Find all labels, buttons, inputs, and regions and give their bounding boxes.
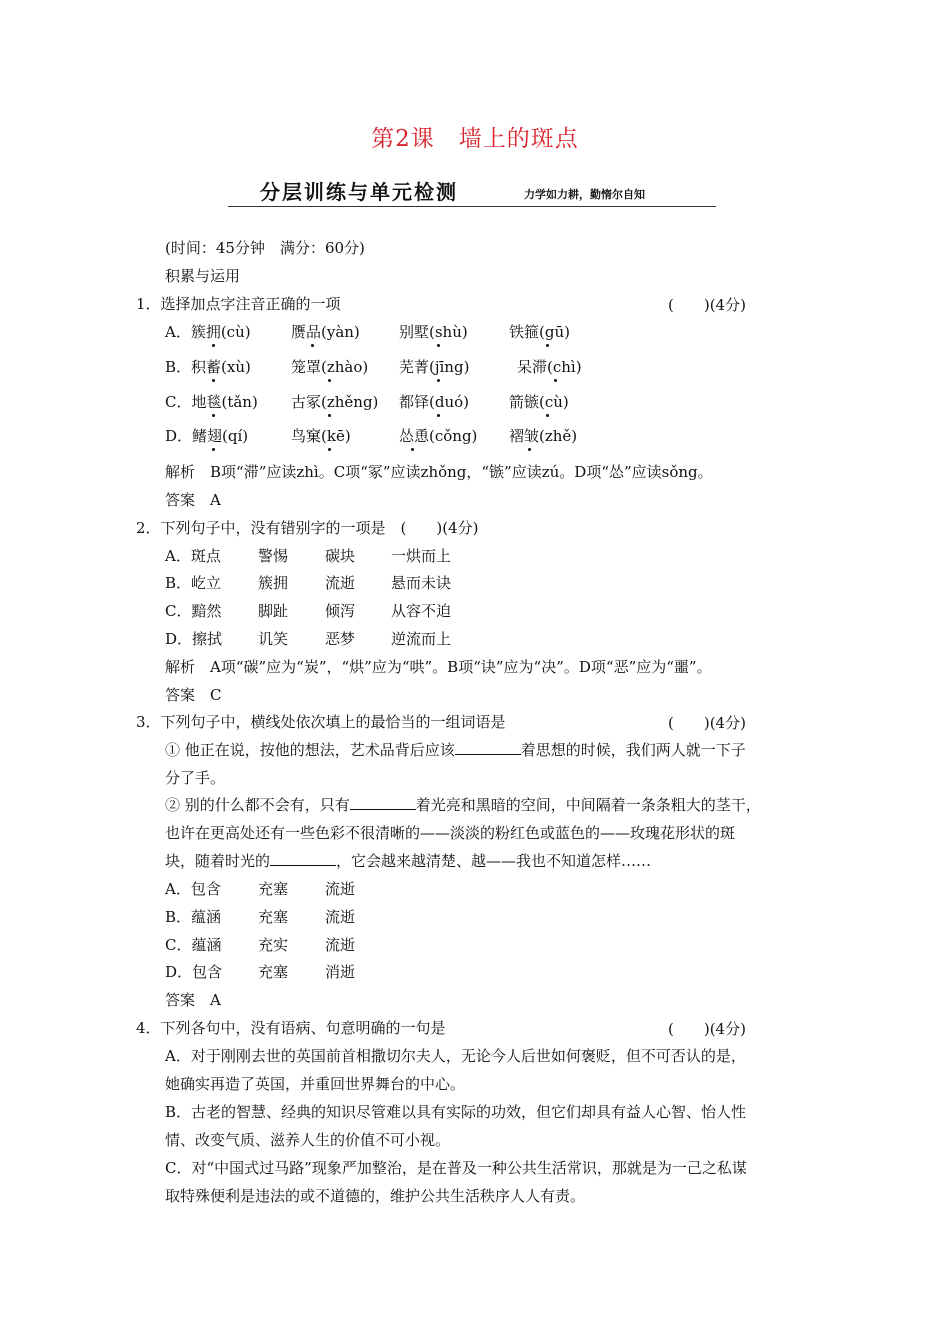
q1-d-word-2: 鸟窠(kē) (291, 427, 351, 445)
q4-option-c: C．对“中国式过马路”现象严加整治，是在普及一种公共生活常识，那就是为一己之私谋 (165, 1159, 747, 1177)
q2-a-word-3: 碳块 (325, 547, 356, 565)
q2-a-word-4: 一烘而上 (391, 547, 452, 565)
section-heading: 积累与运用 (165, 267, 241, 285)
fill-blank (270, 851, 336, 866)
emphasis-dot (212, 414, 215, 417)
q3-d-word-3: 消逝 (325, 963, 356, 981)
q1-analysis: 解析 B项“滞”应读zhì。C项“冢”应读zhǒng，“镞”应读zú。D项“怂”应读sǒng。 (165, 463, 713, 481)
q2-d-word-4: 逆流而上 (391, 630, 452, 648)
banner-motto: 力学如力耕，勤惰尔自知 (524, 188, 645, 201)
q3-b-word-3: 流逝 (325, 908, 356, 926)
q4-option-a: A．对于刚刚去世的英国前首相撒切尔夫人，无论今人后世如何褒贬，但不可否认的是， (165, 1047, 746, 1065)
q3-sentence-2-cont: 也许在更高处还有一些色彩不很清晰的——淡淡的粉红色或蓝色的——玫瑰花形状的斑 (165, 824, 736, 842)
q3-a-word-3: 流逝 (325, 880, 356, 898)
q1-b-word-4: 呆滞(chì) (517, 358, 582, 376)
emphasis-dot (328, 448, 331, 451)
q1-d-word-1: D．鳍翅(qí) (165, 427, 249, 445)
fill-blank (350, 795, 416, 810)
emphasis-dot (311, 344, 314, 347)
q3-c-word-3: 流逝 (325, 936, 356, 954)
q2-a-word-1: A．斑点 (165, 547, 221, 565)
q1-a-word-1: A．簇拥(cù) (165, 323, 251, 341)
q1-c-word-3: 都铎(duó) (399, 393, 469, 411)
q3-d-word-1: D．包含 (165, 963, 223, 981)
q3-s1-part-b: 着思想的时候，我们两人就一下子 (520, 741, 746, 759)
q3-s2-part-e: ，它会越来越清楚、越——我也不知道怎样…… (336, 852, 652, 870)
q3-stem: 3．下列句子中，横线处依次填上的最恰当的一组词语是 (136, 713, 506, 731)
emphasis-dot (212, 448, 215, 451)
emphasis-dot (328, 379, 331, 382)
emphasis-dot (437, 414, 440, 417)
emphasis-dot (528, 448, 531, 451)
banner-title: 分层训练与单元检测 (260, 180, 458, 204)
q3-a-word-1: A．包含 (165, 880, 221, 898)
q2-analysis: 解析 A项“碳”应为“炭”，“烘”应为“哄”。B项“诀”应为“决”。D项“恶”应为“噩”。 (165, 658, 712, 676)
q1-a-word-4: 铁箍(gū) (509, 323, 570, 341)
q3-c-word-1: C．蕴涵 (165, 936, 222, 954)
q3-s1-part-a: ① 他正在说，按他的想法，艺术品背后应该 (165, 741, 455, 759)
time-score: (时间：45分钟 满分：60分) (165, 239, 365, 257)
emphasis-dot (328, 414, 331, 417)
q2-d-word-1: D．擦拭 (165, 630, 223, 648)
q1-b-word-3: 芜菁(jīng) (399, 358, 470, 376)
emphasis-dot (437, 379, 440, 382)
emphasis-dot (212, 379, 215, 382)
emphasis-dot (437, 344, 440, 347)
lesson-title: 第2课 墙上的斑点 (371, 126, 579, 152)
section-banner (228, 174, 716, 207)
fill-blank (455, 740, 521, 755)
emphasis-dot (212, 344, 215, 347)
q3-sentence-2 (165, 795, 761, 815)
q3-sentence-1 (165, 740, 746, 760)
q1-b-word-2: 笼罩(zhào) (291, 358, 369, 376)
q3-c-word-2: 充实 (258, 936, 289, 954)
q3-marks: ( )(4分) (668, 714, 746, 732)
q4-option-b: B．古老的智慧、经典的知识尽管难以具有实际的功效，但它们却具有益人心智、怡人性 (165, 1103, 747, 1121)
q3-b-word-1: B．蕴涵 (165, 908, 222, 926)
q2-c-word-1: C．黯然 (165, 602, 222, 620)
q2-c-word-2: 脚趾 (258, 602, 289, 620)
q2-answer: 答案 C (165, 686, 222, 704)
q2-b-word-1: B．屹立 (165, 574, 222, 592)
q2-b-word-3: 流逝 (325, 574, 356, 592)
q3-a-word-2: 充塞 (258, 880, 289, 898)
q1-marks: ( )(4分) (668, 296, 746, 314)
q4-option-c-cont: 取特殊便利是违法的或不道德的，维护公共生活秩序人人有责。 (165, 1187, 586, 1205)
q2-d-word-3: 恶梦 (325, 630, 356, 648)
q3-b-word-2: 充塞 (258, 908, 289, 926)
q3-s2-part-d: 块，随着时光的 (165, 852, 271, 870)
q3-s2-part-a: ② 别的什么都不会有，只有 (165, 796, 350, 814)
q1-a-word-2: 赝品(yàn) (291, 323, 360, 341)
q4-option-b-cont: 情、改变气质、滋养人生的价值不可小视。 (165, 1131, 451, 1149)
q1-answer: 答案 A (165, 491, 221, 509)
q2-stem: 2．下列句子中，没有错别字的一项是 ( )(4分) (136, 519, 479, 537)
emphasis-dot (546, 344, 549, 347)
q4-option-a-cont: 她确实再造了英国，并重回世界舞台的中心。 (165, 1075, 466, 1093)
q2-b-word-2: 簇拥 (258, 574, 289, 592)
q2-b-word-4: 悬而未诀 (391, 574, 452, 592)
q3-s2-part-b: 着光亮和黑暗的空间，中间隔着一条条粗大的茎干， (415, 796, 761, 814)
q1-c-word-2: 古冢(zhěng) (291, 393, 379, 411)
q4-stem: 4．下列各句中，没有语病、句意明确的一句是 (136, 1019, 446, 1037)
q1-d-word-4: 褶皱(zhě) (509, 427, 578, 445)
q1-c-word-4: 箭镞(cù) (509, 393, 569, 411)
q2-c-word-3: 倾泻 (325, 602, 356, 620)
emphasis-dot (411, 448, 414, 451)
q2-d-word-2: 讥笑 (258, 630, 289, 648)
q1-a-word-3: 别墅(shù) (399, 323, 468, 341)
q1-b-word-1: B．积蓄(xù) (165, 358, 251, 376)
q1-stem: 1．选择加点字注音正确的一项 (136, 295, 341, 313)
q3-sentence-2-end (165, 851, 651, 871)
q3-d-word-2: 充塞 (258, 963, 289, 981)
q3-answer: 答案 A (165, 991, 221, 1009)
q1-c-word-1: C．地毯(tǎn) (165, 393, 258, 411)
emphasis-dot (554, 379, 557, 382)
q2-a-word-2: 警惕 (258, 547, 289, 565)
emphasis-dot (546, 414, 549, 417)
q1-d-word-3: 怂恿(cǒng) (399, 427, 478, 445)
q4-marks: ( )(4分) (668, 1020, 746, 1038)
q3-sentence-1-cont: 分了手。 (165, 769, 226, 787)
q2-c-word-4: 从容不迫 (391, 602, 452, 620)
